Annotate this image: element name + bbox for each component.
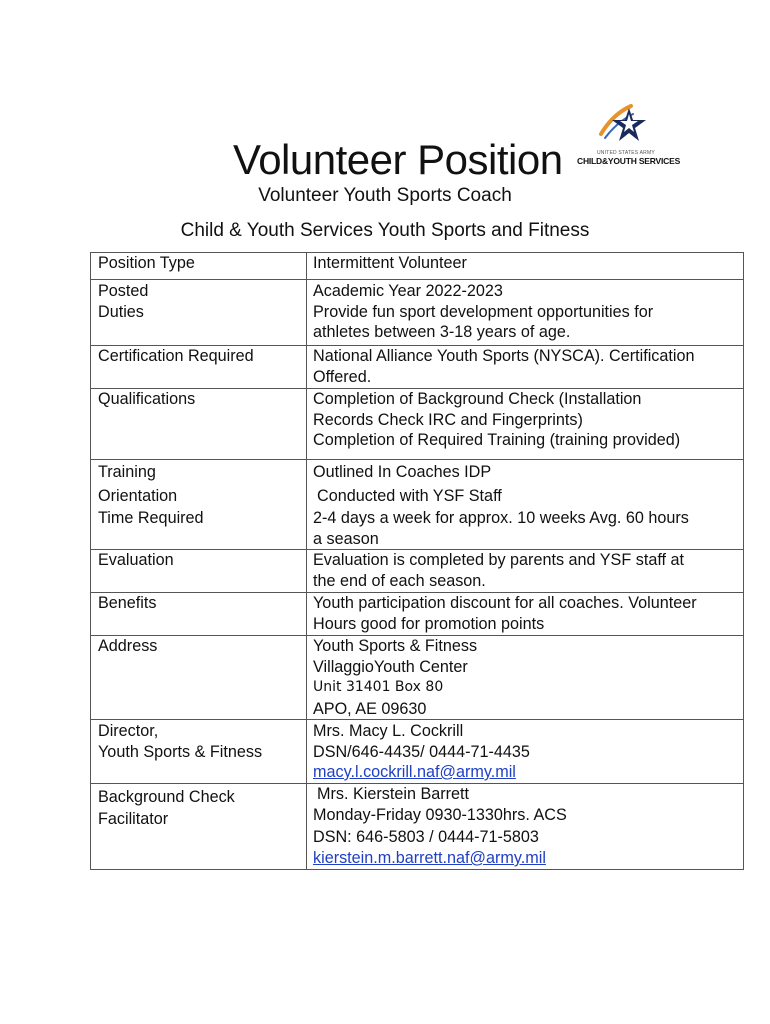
value-duties-line-2: athletes between 3-18 years of age. xyxy=(313,323,571,341)
label-cell xyxy=(91,389,307,460)
value-orientation: Conducted with YSF Staff xyxy=(317,486,502,505)
row-label-position-type: Position Type xyxy=(98,254,195,272)
table-row xyxy=(91,550,744,593)
row-label-duties: Duties xyxy=(98,302,144,321)
value-cell xyxy=(307,253,744,280)
label-cell xyxy=(91,346,307,389)
table-row xyxy=(91,389,744,460)
row-label-posted: Posted xyxy=(98,282,149,300)
value-facilitator-phone: DSN: 646-5803 / 0444-71-5803 xyxy=(313,827,539,846)
table-row xyxy=(91,460,744,550)
table-row xyxy=(91,253,744,280)
value-qualifications-line-1: Completion of Background Check (Installation xyxy=(313,390,642,408)
label-cell xyxy=(91,280,307,346)
position-details-table xyxy=(90,252,744,870)
row-label-evaluation: Evaluation xyxy=(98,551,174,569)
value-address-line-3: Unit 31401 Box 80 xyxy=(313,679,444,695)
value-cell xyxy=(307,636,744,720)
table-row xyxy=(91,280,744,346)
director-email-link[interactable]: macy.l.cockrill.naf@army.mil xyxy=(313,763,516,781)
logo-name: CHILD&YOUTH SERVICES xyxy=(577,156,681,166)
logo-org-line: UNITED STATES ARMY xyxy=(597,150,655,156)
value-address-line-2: VillaggioYouth Center xyxy=(313,657,468,676)
value-facilitator-hours: Monday-Friday 0930-1330hrs. ACS xyxy=(313,806,567,824)
facilitator-email-link[interactable]: kierstein.m.barrett.naf@army.mil xyxy=(313,849,546,867)
value-cell xyxy=(307,280,744,346)
row-label-certification: Certification Required xyxy=(98,347,254,365)
value-director-phone: DSN/646-4435/ 0444-71-4435 xyxy=(313,742,530,761)
row-label-director-dept: Youth Sports & Fitness xyxy=(98,742,263,761)
row-label-benefits: Benefits xyxy=(98,594,157,612)
value-benefits-line-2: Hours good for promotion points xyxy=(313,614,545,633)
label-cell xyxy=(91,253,307,280)
value-qualifications-line-2: Records Check IRC and Fingerprints) xyxy=(313,410,583,429)
table-row xyxy=(91,783,744,869)
label-cell xyxy=(91,593,307,636)
label-cell xyxy=(91,636,307,720)
table-row xyxy=(91,636,744,720)
row-label-orientation: Orientation xyxy=(98,486,178,505)
label-cell xyxy=(91,783,307,869)
value-qualifications-line-3: Completion of Required Training (training provided) xyxy=(313,431,681,449)
value-cell xyxy=(307,460,744,550)
value-cell xyxy=(307,783,744,869)
row-label-background-check: Background Check xyxy=(98,787,235,806)
label-cell xyxy=(91,460,307,550)
label-cell xyxy=(91,720,307,784)
value-address-line-4: APO, AE 09630 xyxy=(313,699,427,718)
row-label-training: Training xyxy=(98,463,156,481)
value-duties-line-1: Provide fun sport development opportunities for xyxy=(313,302,654,321)
table-row xyxy=(91,346,744,389)
program-subtitle: Child & Youth Services Youth Sports and Fitness xyxy=(180,220,590,241)
value-address-line-1: Youth Sports & Fitness xyxy=(313,637,478,655)
value-cell xyxy=(307,346,744,389)
value-posted: Academic Year 2022-2023 xyxy=(313,282,503,300)
page-title: Volunteer Position xyxy=(233,136,563,183)
value-director-name: Mrs. Macy L. Cockrill xyxy=(313,722,464,740)
value-evaluation-line-1: Evaluation is completed by parents and YSF staff at xyxy=(313,551,685,569)
value-cell xyxy=(307,389,744,460)
value-training: Outlined In Coaches IDP xyxy=(313,463,492,481)
value-position-type: Intermittent Volunteer xyxy=(313,254,467,272)
row-label-director: Director, xyxy=(98,722,159,740)
row-label-address: Address xyxy=(98,637,158,655)
table-row xyxy=(91,720,744,784)
table-row xyxy=(91,593,744,636)
star-swoosh-logo-icon xyxy=(597,100,651,150)
value-cell xyxy=(307,550,744,593)
value-evaluation-line-2: the end of each season. xyxy=(313,571,486,590)
label-cell xyxy=(91,550,307,593)
position-subtitle: Volunteer Youth Sports Coach xyxy=(258,185,512,206)
value-time-required-line-2: a season xyxy=(313,529,379,548)
value-time-required-line-1: 2-4 days a week for approx. 10 weeks Avg. 60 hours xyxy=(313,509,689,527)
row-label-qualifications: Qualifications xyxy=(98,390,196,408)
row-label-time-required: Time Required xyxy=(98,509,204,527)
value-certification-line-1: National Alliance Youth Sports (NYSCA). Certification xyxy=(313,347,695,365)
row-label-facilitator: Facilitator xyxy=(98,810,169,828)
value-cell xyxy=(307,593,744,636)
value-cell xyxy=(307,720,744,784)
cys-logo xyxy=(575,100,681,168)
value-facilitator-name: Mrs. Kierstein Barrett xyxy=(317,784,470,803)
value-benefits-line-1: Youth participation discount for all coaches. Volunteer xyxy=(313,594,697,612)
value-certification-line-2: Offered. xyxy=(313,367,372,386)
